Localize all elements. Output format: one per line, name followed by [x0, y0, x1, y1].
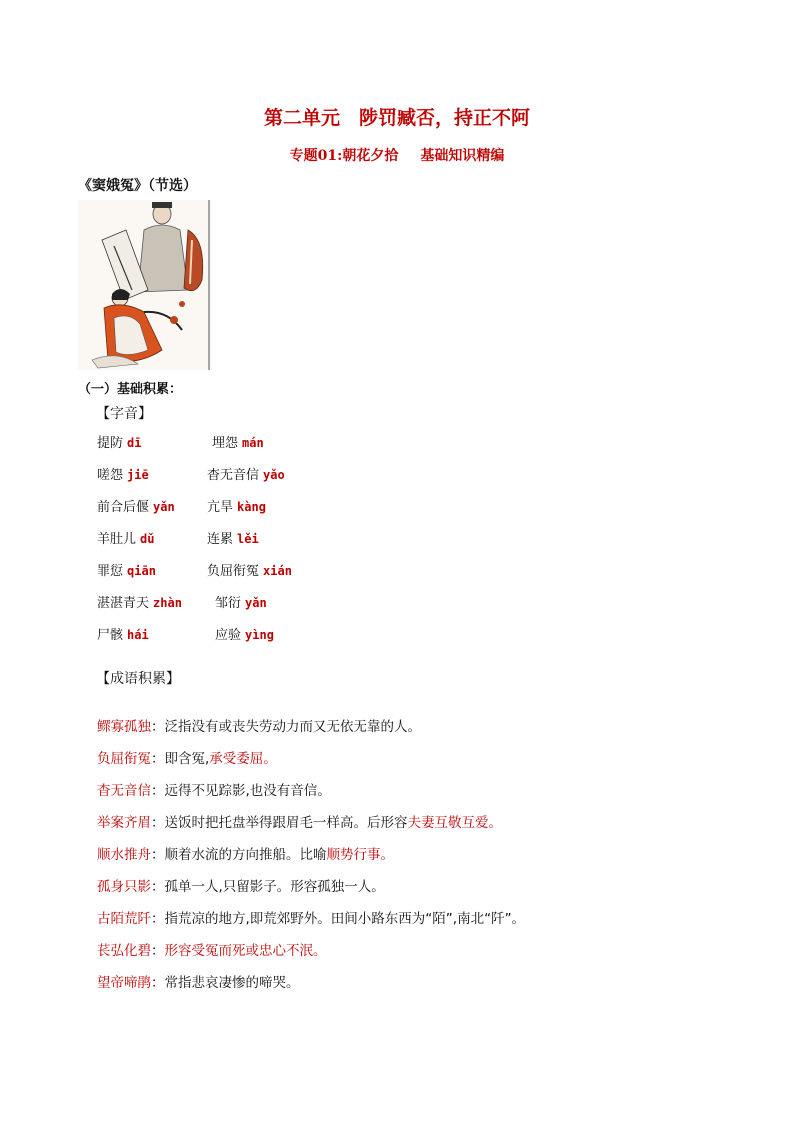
pinyin-reading: hái — [127, 628, 149, 642]
idiom-definition-highlight: 形容受冤而死或忠心不泯。 — [164, 943, 327, 959]
idiom-definition: 远得不见踪影,也没有音信。 — [164, 783, 331, 799]
pinyin-item — [97, 496, 175, 515]
pinyin-word: 负屈衔冤 — [207, 564, 260, 579]
idiom-definition: 孤单一人,只留影子。形容孤独一人。 — [164, 879, 385, 895]
idiom-definition-highlight: 夫妻互敬互爱。 — [407, 815, 502, 831]
page-title: 第二单元 陟罚臧否，持正不阿 — [263, 107, 530, 129]
pinyin-reading: kàng — [237, 500, 266, 514]
cheng-yu-label: 【成语积累】 — [96, 671, 180, 687]
idiom-item: 杳无音信：远得不见踪影,也没有音信。 — [97, 783, 331, 799]
idiom-term: 望帝啼鹃 — [97, 975, 151, 991]
pinyin-reading: lěi — [237, 532, 259, 546]
pinyin-item — [207, 464, 285, 483]
pinyin-reading: mán — [242, 436, 264, 450]
idiom-item: 孤身只影：孤单一人,只留影子。形容孤独一人。 — [97, 879, 385, 895]
pinyin-item — [207, 560, 292, 579]
page-subtitle — [0, 145, 794, 165]
idiom-item: 望帝啼鹃：常指悲哀凄惨的啼哭。 — [97, 975, 300, 991]
pinyin-item — [97, 464, 149, 483]
pinyin-item — [97, 560, 156, 579]
pinyin-reading: qiān — [127, 564, 156, 578]
idiom-term: 顺水推舟 — [97, 847, 151, 863]
pinyin-item — [97, 592, 182, 611]
idiom-definition: 送饭时把托盘举得跟眉毛一样高。后形容 — [164, 815, 408, 831]
pinyin-reading: dǔ — [140, 532, 155, 546]
idiom-term: 负屈衔冤 — [97, 751, 151, 767]
pinyin-word: 嗟怨 — [97, 468, 124, 483]
idiom-item: 古陌荒阡：指荒凉的地方,即荒郊野外。田间小路东西为“陌”,南北“阡”。 — [97, 911, 526, 927]
pinyin-reading: yìng — [245, 628, 274, 642]
subtitle-part1: 专题01:朝花夕拾 — [289, 148, 399, 164]
idiom-definition: 泛指没有或丧失劳动力而又无依无靠的人。 — [164, 719, 421, 735]
pinyin-item — [207, 528, 259, 547]
idiom-item: 顺水推舟：顺着水流的方向推船。比喻顺势行事。 — [97, 847, 394, 863]
pinyin-word: 前合后偃 — [97, 500, 150, 515]
pinyin-word: 湛湛青天 — [97, 596, 150, 611]
pinyin-word: 埋怨 — [212, 436, 239, 451]
pinyin-item — [97, 528, 154, 547]
idiom-term: 杳无音信 — [97, 783, 151, 799]
pinyin-item — [97, 432, 141, 451]
subtitle-part2: 基础知识精编 — [420, 148, 505, 164]
idiom-term: 古陌荒阡 — [97, 911, 151, 927]
pinyin-word: 尸骸 — [97, 628, 124, 643]
idiom-term: 举案齐眉 — [97, 815, 151, 831]
pinyin-word: 邹衍 — [215, 596, 242, 611]
pinyin-word: 罪愆 — [97, 564, 124, 579]
pinyin-word: 羊肚儿 — [97, 532, 137, 547]
pinyin-reading: yǎn — [153, 500, 175, 514]
pinyin-word: 连累 — [207, 532, 234, 547]
idiom-item: 负屈衔冤：即含冤,承受委屈。 — [97, 751, 277, 767]
pinyin-reading: yǎo — [263, 468, 285, 482]
pinyin-item — [215, 624, 274, 643]
zi-yin-label: 【字音】 — [96, 406, 152, 422]
pinyin-item — [97, 624, 149, 643]
pinyin-item — [212, 432, 264, 451]
idiom-term: 苌弘化碧 — [97, 943, 151, 959]
pinyin-word: 提防 — [97, 436, 124, 451]
section-title: 《窦娥冤》（节选） — [78, 178, 197, 194]
idiom-item: 举案齐眉：送饭时把托盘举得跟眉毛一样高。后形容夫妻互敬互爱。 — [97, 815, 502, 831]
idiom-definition: 即含冤, — [164, 751, 210, 767]
pinyin-reading: zhàn — [153, 596, 182, 610]
idiom-definition-highlight: 承受委屈。 — [209, 751, 277, 767]
dou-e-illustration — [78, 200, 212, 370]
group-heading: （一）基础积累： — [78, 382, 183, 397]
pinyin-reading: yǎn — [245, 596, 267, 610]
idiom-term: 孤身只影 — [97, 879, 151, 895]
pinyin-item — [207, 496, 266, 515]
pinyin-word: 应验 — [215, 628, 242, 643]
idiom-definition: 顺着水流的方向推船。比喻 — [164, 847, 327, 863]
pinyin-item — [215, 592, 267, 611]
pinyin-reading: dī — [127, 436, 142, 450]
idiom-definition-highlight: 顺势行事。 — [326, 847, 394, 863]
pinyin-reading: jiē — [127, 468, 149, 482]
pinyin-word: 亢旱 — [207, 500, 234, 515]
idiom-definition: 常指悲哀凄惨的啼哭。 — [164, 975, 300, 991]
idiom-definition: 指荒凉的地方,即荒郊野外。田间小路东西为“陌”,南北“阡”。 — [164, 911, 526, 927]
idiom-item: 苌弘化碧：形容受冤而死或忠心不泯。 — [97, 943, 327, 959]
pinyin-word: 杳无音信 — [207, 468, 260, 483]
idiom-term: 鳏寡孤独 — [97, 719, 151, 735]
pinyin-reading: xián — [263, 564, 292, 578]
idiom-item: 鳏寡孤独：泛指没有或丧失劳动力而又无依无靠的人。 — [97, 719, 421, 735]
